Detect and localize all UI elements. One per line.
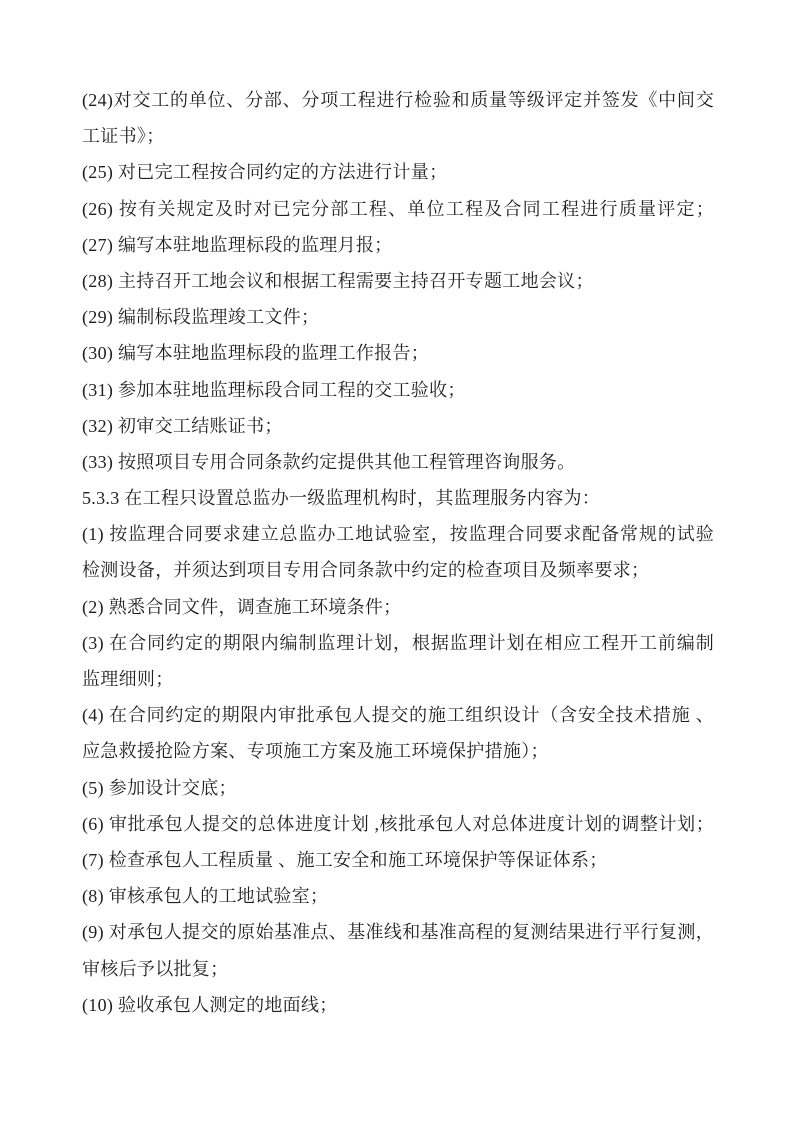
text-line: 审核后予以批复； (82, 958, 229, 979)
text-line: 监理细则； (82, 669, 174, 689)
text-line: (8) 审核承包人的工地试验室； (82, 886, 329, 907)
text-line: (27) 编写本驻地监理标段的监理月报； (82, 234, 393, 255)
text-line: (32) 初审交工结账证书； (82, 415, 283, 436)
document-body (82, 82, 714, 1023)
text-line: (5) 参加设计交底； (82, 777, 237, 798)
text-line: (2) 熟悉合同文件，调查施工环境条件； (82, 596, 402, 617)
text-line: (6) 审批承包人提交的总体进度计划 ,核批承包人对总体进度计划的调整计划； (82, 813, 714, 834)
text-line: (9) 对承包人提交的原始基准点、基准线和基准高程的复测结果进行平行复测， (82, 922, 714, 943)
text-line: (33) 按照项目专用合同条款约定提供其他工程管理咨询服务。 (82, 451, 576, 472)
text-line: 工证书》； (82, 126, 165, 147)
section-heading: 5.3.3 在工程只设置总监办一级监理机构时，其监理服务内容为： (82, 488, 601, 509)
text-line: (3) 在合同约定的期限内编制监理计划，根据监理计划在相应工程开工前编制 (82, 632, 714, 653)
text-line: (29) 编制标段监理竣工文件； (82, 307, 320, 328)
text-line: (4) 在合同约定的期限内审批承包人提交的施工组织设计（含安全技术措施 、 (82, 705, 714, 726)
text-line: (31) 参加本驻地监理标段合同工程的交工验收； (82, 379, 466, 400)
text-line: 应急救援抢险方案、专项施工方案及施工环境保护措施）； (82, 741, 549, 762)
text-line: (10) 验收承包人测定的地面线； (82, 994, 338, 1015)
text-line: (7) 检查承包人工程质量 、施工安全和施工环境保护等保证体系； (82, 849, 608, 870)
text-line: 检测设备，并须达到项目专用合同条款中约定的检查项目及频率要求； (82, 560, 650, 581)
text-line: (28) 主持召开工地会议和根据工程需要主持召开专题工地会议； (82, 270, 594, 291)
text-line: (24)对交工的单位、分部、分项工程进行检验和质量等级评定并签发《中间交 (82, 90, 714, 110)
text-line: (25) 对已完工程按合同约定的方法进行计量； (82, 162, 448, 183)
text-line: (1) 按监理合同要求建立总监办工地试验室，按监理合同要求配备常规的试验 (82, 524, 714, 545)
text-line: (30) 编写本驻地监理标段的监理工作报告； (82, 343, 430, 364)
text-line: (26) 按有关规定及时对已完分部工程、单位工程及合同工程进行质量评定； (82, 198, 714, 219)
